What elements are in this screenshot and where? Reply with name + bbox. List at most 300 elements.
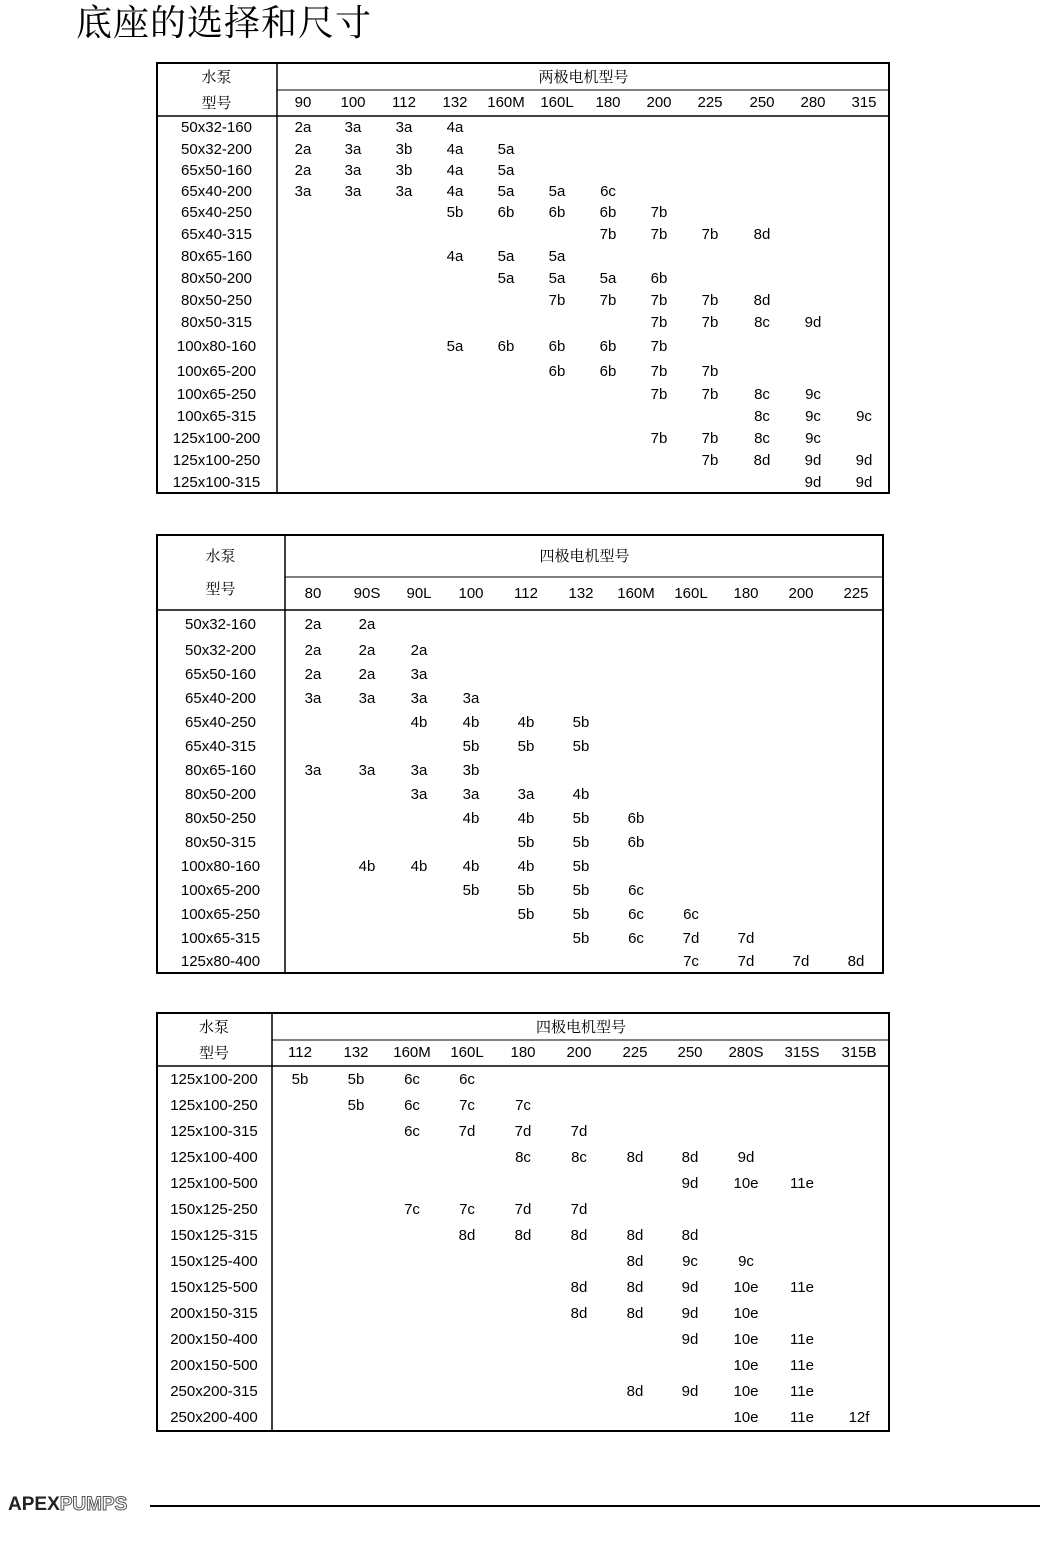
base-size-cell: 2a <box>358 642 376 659</box>
pump-model-cell: 50x32-200 <box>185 642 256 659</box>
table-row <box>156 951 884 973</box>
base-size-cell: 5a <box>599 270 617 287</box>
table-row <box>156 160 890 181</box>
base-size-cell: 6c <box>683 906 699 923</box>
base-size-cell: 8d <box>626 1279 644 1296</box>
motor-column-header: 200 <box>646 94 672 111</box>
base-size-cell: 3b <box>395 140 413 158</box>
base-size-cell: 7b <box>650 386 668 403</box>
base-size-cell: 3a <box>410 786 428 803</box>
four-pole-motor-table-large <box>156 1012 890 1432</box>
base-size-cell: 8c <box>571 1149 587 1166</box>
pump-model-cell: 250x200-315 <box>170 1383 258 1400</box>
table-row <box>156 406 890 428</box>
base-size-cell: 8d <box>626 1383 644 1400</box>
base-size-cell: 5b <box>572 738 590 755</box>
motor-column-header: 315 <box>851 94 877 111</box>
base-size-cell: 9d <box>681 1383 699 1400</box>
base-size-cell: 3a <box>395 119 413 136</box>
table-row <box>156 855 884 879</box>
table-row <box>156 450 890 472</box>
table-row <box>156 1093 890 1119</box>
base-size-cell: 6b <box>497 337 515 355</box>
base-size-cell: 9d <box>804 314 822 331</box>
base-size-cell: 3a <box>304 762 322 779</box>
pump-model-cell: 100x65-250 <box>180 906 261 923</box>
pump-model-cell: 125x100-500 <box>170 1175 258 1192</box>
pump-model-cell: 125x100-200 <box>172 430 261 447</box>
base-size-cell: 5b <box>572 714 590 731</box>
motor-column-header: 250 <box>749 94 775 111</box>
base-size-cell: 5b <box>517 738 535 755</box>
base-size-cell: 7d <box>458 1123 476 1140</box>
base-size-cell: 4b <box>462 858 480 875</box>
base-size-cell: 2a <box>304 642 322 659</box>
pump-model-cell: 80x65-160 <box>181 248 252 265</box>
table-row <box>156 831 884 855</box>
base-size-cell: 9c <box>805 408 821 425</box>
table-row <box>156 1145 890 1171</box>
motor-column-header: 200 <box>788 585 814 602</box>
base-size-cell: 7d <box>792 953 810 970</box>
model-label: 型号 <box>198 1044 229 1062</box>
motor-column-header: 225 <box>622 1044 648 1061</box>
base-size-cell: 12f <box>848 1409 870 1426</box>
table-row <box>156 428 890 450</box>
base-size-cell: 5b <box>517 906 535 923</box>
base-size-cell: 2a <box>358 616 376 633</box>
base-size-cell: 5b <box>572 810 590 827</box>
base-size-cell: 11e <box>790 1383 814 1400</box>
base-size-cell: 4b <box>517 810 535 827</box>
base-size-cell: 5b <box>572 930 590 947</box>
base-size-cell: 2a <box>304 616 322 633</box>
base-size-cell: 7b <box>599 226 617 243</box>
motor-column-header: 180 <box>595 94 621 111</box>
base-size-cell: 6b <box>627 834 645 851</box>
base-size-cell: 2a <box>410 642 428 659</box>
base-size-cell: 7b <box>650 226 668 243</box>
base-size-cell: 5b <box>572 906 590 923</box>
motor-column-header: 90L <box>406 585 432 602</box>
base-size-cell: 3b <box>462 762 480 779</box>
base-size-cell: 10e <box>733 1383 759 1400</box>
motor-column-header: 160M <box>393 1044 431 1061</box>
base-size-cell: 9d <box>804 473 822 491</box>
pump-model-cell: 100x80-160 <box>176 337 257 355</box>
base-size-cell: 6b <box>599 337 617 355</box>
table-row <box>156 711 884 735</box>
table-row <box>156 879 884 903</box>
table-row <box>156 1067 890 1093</box>
pump-model-cell: 65x40-250 <box>181 204 252 221</box>
pump-model-cell: 80x65-160 <box>185 762 256 779</box>
base-size-cell: 9d <box>681 1175 699 1192</box>
pump-model-cell: 100x65-250 <box>176 386 257 403</box>
base-size-cell: 4b <box>358 858 376 875</box>
model-label: 型号 <box>201 94 232 112</box>
table-row <box>156 1275 890 1301</box>
base-size-cell: 9c <box>738 1253 754 1270</box>
pump-model-cell: 125x100-200 <box>170 1071 258 1088</box>
base-size-cell: 8d <box>570 1227 588 1244</box>
pump-model-cell: 80x50-250 <box>185 810 256 827</box>
motor-column-header: 112 <box>514 585 538 602</box>
pump-model-cell: 150x125-500 <box>170 1279 258 1296</box>
base-size-cell: 5b <box>347 1071 365 1088</box>
pump-model-cell: 100x65-200 <box>180 882 261 899</box>
pump-model-cell: 125x100-250 <box>170 1097 258 1114</box>
base-size-cell: 3a <box>294 182 312 200</box>
motor-column-header: 112 <box>392 94 416 111</box>
table-row <box>156 290 890 312</box>
base-size-cell: 4a <box>446 248 464 265</box>
base-size-cell: 5a <box>548 182 566 200</box>
pump-model-cell: 200x150-400 <box>170 1331 258 1348</box>
base-size-cell: 3a <box>304 690 322 707</box>
motor-column-header: 80 <box>304 585 322 602</box>
base-size-cell: 11e <box>790 1357 814 1374</box>
base-size-cell: 3a <box>344 161 362 179</box>
base-size-cell: 8d <box>626 1305 644 1322</box>
pump-model-cell: 50x32-200 <box>181 140 252 158</box>
motor-column-header: 100 <box>458 585 484 602</box>
page-title: 底座的选择和尺寸 <box>76 3 373 44</box>
pump-model-cell: 65x40-200 <box>185 690 256 707</box>
base-size-cell: 7b <box>701 292 719 309</box>
table-row <box>156 117 890 139</box>
base-size-cell: 9d <box>737 1149 755 1166</box>
base-size-cell: 8d <box>626 1253 644 1270</box>
table-row <box>156 1405 890 1431</box>
base-size-cell: 6c <box>404 1071 420 1088</box>
pump-label: 水泵 <box>201 68 232 86</box>
base-size-cell: 6c <box>404 1097 420 1114</box>
base-size-cell: 8d <box>514 1227 532 1244</box>
base-size-cell: 7c <box>404 1201 420 1218</box>
base-size-cell: 10e <box>733 1279 759 1296</box>
motor-column-header: 132 <box>568 585 594 602</box>
base-size-cell: 7b <box>701 452 719 469</box>
table-row <box>156 903 884 927</box>
table-row <box>156 359 890 384</box>
table-row <box>156 312 890 334</box>
motor-column-header: 180 <box>510 1044 536 1061</box>
motor-column-header: 160M <box>487 94 525 111</box>
base-size-cell: 6c <box>404 1123 420 1140</box>
base-size-cell: 6c <box>600 182 616 200</box>
motor-column-header: 90 <box>294 94 312 111</box>
base-size-cell: 7b <box>650 204 668 221</box>
base-size-cell: 10e <box>733 1305 759 1322</box>
pump-model-cell: 100x65-200 <box>176 362 257 380</box>
base-size-cell: 6c <box>628 882 644 899</box>
table-row <box>156 663 884 687</box>
base-size-cell: 7c <box>459 1097 475 1114</box>
pump-model-cell: 65x40-200 <box>181 182 252 200</box>
base-size-cell: 6b <box>548 204 566 221</box>
base-size-cell: 8d <box>753 292 771 309</box>
base-size-cell: 8c <box>515 1149 531 1166</box>
base-size-cell: 4b <box>517 858 535 875</box>
base-size-cell: 7b <box>701 362 719 380</box>
pump-model-cell: 65x40-250 <box>185 714 256 731</box>
motor-column-header: 315B <box>841 1044 877 1061</box>
pump-model-cell: 150x125-250 <box>170 1201 258 1218</box>
pump-model-cell: 125x100-315 <box>172 473 261 491</box>
base-size-cell: 6b <box>599 204 617 221</box>
base-size-cell: 4b <box>462 714 480 731</box>
pump-model-cell: 125x100-400 <box>170 1149 258 1166</box>
brand-logo: APEXPUMPS <box>8 1494 128 1515</box>
pump-model-cell: 65x50-160 <box>185 666 256 683</box>
table-row <box>156 1301 890 1327</box>
pump-model-cell: 80x50-315 <box>185 834 256 851</box>
base-size-cell: 7d <box>514 1123 532 1140</box>
base-size-cell: 3a <box>410 690 428 707</box>
base-size-cell: 4a <box>446 119 464 136</box>
base-size-cell: 5a <box>548 248 566 265</box>
table-row <box>156 224 890 246</box>
table-row <box>156 1119 890 1145</box>
base-size-cell: 3a <box>344 140 362 158</box>
base-size-cell: 10e <box>733 1331 759 1348</box>
base-size-cell: 5a <box>497 182 515 200</box>
table-row <box>156 1353 890 1379</box>
base-size-cell: 6c <box>628 906 644 923</box>
base-size-cell: 7b <box>701 386 719 403</box>
pump-model-cell: 125x100-315 <box>170 1123 258 1140</box>
motor-column-header: 160L <box>540 94 574 111</box>
base-size-cell: 3a <box>358 690 376 707</box>
table-row <box>156 202 890 224</box>
table-row <box>156 735 884 759</box>
base-size-cell: 7b <box>548 292 566 309</box>
base-size-cell: 3a <box>462 786 480 803</box>
motor-column-header: 180 <box>733 585 759 602</box>
base-size-cell: 2a <box>294 140 312 158</box>
base-size-cell: 7b <box>650 292 668 309</box>
base-size-cell: 6c <box>459 1071 475 1088</box>
base-size-cell: 9d <box>681 1279 699 1296</box>
base-size-cell: 8d <box>753 452 771 469</box>
base-size-cell: 8c <box>754 386 770 403</box>
base-size-cell: 3a <box>410 762 428 779</box>
base-size-cell: 7c <box>515 1097 531 1114</box>
base-size-cell: 3a <box>344 119 362 136</box>
table-row <box>156 759 884 783</box>
base-size-cell: 8d <box>626 1227 644 1244</box>
base-size-cell: 6b <box>599 362 617 380</box>
motor-group-header: 四极电机型号 <box>539 547 630 565</box>
base-size-cell: 9c <box>805 386 821 403</box>
pump-label: 水泵 <box>198 1018 229 1036</box>
base-size-cell: 6c <box>628 930 644 947</box>
table-row <box>156 927 884 951</box>
base-size-cell: 8d <box>753 226 771 243</box>
base-size-cell: 3a <box>358 762 376 779</box>
base-size-cell: 9d <box>804 452 822 469</box>
table-row <box>156 384 890 406</box>
motor-column-header: 280 <box>800 94 826 111</box>
pump-model-cell: 150x125-400 <box>170 1253 258 1270</box>
base-size-cell: 8c <box>754 408 770 425</box>
base-size-cell: 7d <box>570 1123 588 1140</box>
base-size-cell: 5a <box>497 161 515 179</box>
motor-column-header: 100 <box>340 94 366 111</box>
table-row <box>156 246 890 268</box>
table-row <box>156 472 890 493</box>
table-row <box>156 639 884 663</box>
pump-model-cell: 80x50-250 <box>181 292 252 309</box>
base-size-cell: 7c <box>683 953 699 970</box>
table-row <box>156 181 890 202</box>
base-size-cell: 7b <box>701 314 719 331</box>
base-size-cell: 8d <box>847 953 865 970</box>
base-size-cell: 5b <box>517 882 535 899</box>
pump-model-cell: 100x65-315 <box>176 408 257 425</box>
base-size-cell: 6b <box>627 810 645 827</box>
base-size-cell: 6b <box>497 204 515 221</box>
base-size-cell: 5a <box>446 337 464 355</box>
base-size-cell: 2a <box>358 666 376 683</box>
base-size-cell: 8d <box>570 1305 588 1322</box>
base-size-cell: 4b <box>572 786 590 803</box>
base-size-cell: 5b <box>517 834 535 851</box>
base-size-cell: 11e <box>790 1279 814 1296</box>
base-size-cell: 6b <box>548 362 566 380</box>
base-size-cell: 8d <box>626 1149 644 1166</box>
motor-column-header: 225 <box>697 94 723 111</box>
pump-model-cell: 80x50-200 <box>181 270 252 287</box>
base-size-cell: 8c <box>754 430 770 447</box>
base-size-cell: 11e <box>790 1409 814 1426</box>
motor-column-header: 160L <box>674 585 708 602</box>
base-size-cell: 9d <box>681 1331 699 1348</box>
base-size-cell: 4b <box>410 858 428 875</box>
table-row <box>156 1197 890 1223</box>
pump-model-cell: 100x65-315 <box>180 930 261 947</box>
base-size-cell: 9c <box>805 430 821 447</box>
base-size-cell: 4a <box>446 182 464 200</box>
motor-column-header: 132 <box>343 1044 369 1061</box>
base-size-cell: 5a <box>548 270 566 287</box>
base-size-cell: 6b <box>548 337 566 355</box>
table-row <box>156 334 890 359</box>
motor-group-header: 两极电机型号 <box>538 68 629 86</box>
pump-model-cell: 200x150-500 <box>170 1357 258 1374</box>
motor-column-header: 250 <box>677 1044 703 1061</box>
base-size-cell: 3a <box>517 786 535 803</box>
base-size-cell: 3a <box>395 182 413 200</box>
pump-model-cell: 65x40-315 <box>185 738 256 755</box>
base-size-cell: 5b <box>462 882 480 899</box>
motor-column-header: 160L <box>450 1044 484 1061</box>
motor-column-header: 90S <box>353 585 381 602</box>
table-row <box>156 611 884 639</box>
base-size-cell: 7b <box>650 430 668 447</box>
motor-group-header: 四极电机型号 <box>535 1018 626 1036</box>
four-pole-motor-table-small <box>156 534 884 974</box>
base-size-cell: 10e <box>733 1175 759 1192</box>
pump-model-cell: 150x125-315 <box>170 1227 258 1244</box>
table-row <box>156 1223 890 1249</box>
base-size-cell: 10e <box>733 1409 759 1426</box>
pump-label: 水泵 <box>205 547 236 565</box>
base-size-cell: 9d <box>681 1305 699 1322</box>
pump-model-cell: 50x32-160 <box>185 616 256 633</box>
base-size-cell: 7d <box>737 930 755 947</box>
base-size-cell: 5b <box>291 1071 309 1088</box>
base-size-cell: 7b <box>701 430 719 447</box>
motor-column-header: 280S <box>728 1044 764 1061</box>
base-size-cell: 11e <box>790 1331 814 1348</box>
two-pole-motor-table <box>156 62 890 494</box>
base-size-cell: 5b <box>347 1097 365 1114</box>
pump-model-cell: 80x50-200 <box>185 786 256 803</box>
base-size-cell: 9d <box>855 452 873 469</box>
table-row <box>156 268 890 290</box>
base-size-cell: 7b <box>599 292 617 309</box>
base-size-cell: 8d <box>681 1149 699 1166</box>
motor-column-header: 132 <box>442 94 468 111</box>
table-row <box>156 1171 890 1197</box>
motor-column-header: 200 <box>566 1044 592 1061</box>
base-size-cell: 5b <box>446 204 464 221</box>
base-size-cell: 9c <box>856 408 872 425</box>
footer-rule <box>150 1505 1040 1507</box>
base-size-cell: 4a <box>446 140 464 158</box>
motor-column-header: 315S <box>784 1044 820 1061</box>
base-size-cell: 2a <box>304 666 322 683</box>
base-size-cell: 3b <box>395 161 413 179</box>
base-size-cell: 5b <box>462 738 480 755</box>
base-size-cell: 5a <box>497 248 515 265</box>
base-size-cell: 10e <box>733 1357 759 1374</box>
base-size-cell: 8d <box>458 1227 476 1244</box>
pump-model-cell: 125x100-250 <box>172 452 261 469</box>
pump-model-cell: 125x80-400 <box>180 953 261 970</box>
pump-model-cell: 50x32-160 <box>181 119 252 136</box>
base-size-cell: 4b <box>462 810 480 827</box>
model-label: 型号 <box>205 580 236 598</box>
base-size-cell: 7b <box>650 314 668 331</box>
base-size-cell: 7d <box>514 1201 532 1218</box>
base-size-cell: 7d <box>682 930 700 947</box>
table-row <box>156 807 884 831</box>
pump-model-cell: 250x200-400 <box>170 1409 258 1426</box>
base-size-cell: 3a <box>462 690 480 707</box>
base-size-cell: 7d <box>570 1201 588 1218</box>
base-size-cell: 8d <box>570 1279 588 1296</box>
motor-column-header: 160M <box>617 585 655 602</box>
base-size-cell: 5b <box>572 834 590 851</box>
base-size-cell: 7b <box>650 337 668 355</box>
base-size-cell: 4b <box>410 714 428 731</box>
motor-column-header: 225 <box>843 585 869 602</box>
table-row <box>156 1249 890 1275</box>
pump-model-cell: 65x50-160 <box>181 161 252 179</box>
base-size-cell: 9c <box>682 1253 698 1270</box>
base-size-cell: 11e <box>790 1175 814 1192</box>
table-row <box>156 687 884 711</box>
base-size-cell: 4b <box>517 714 535 731</box>
base-size-cell: 5b <box>572 858 590 875</box>
base-size-cell: 4a <box>446 161 464 179</box>
base-size-cell: 7b <box>650 362 668 380</box>
base-size-cell: 5b <box>572 882 590 899</box>
motor-column-header: 112 <box>288 1044 312 1061</box>
